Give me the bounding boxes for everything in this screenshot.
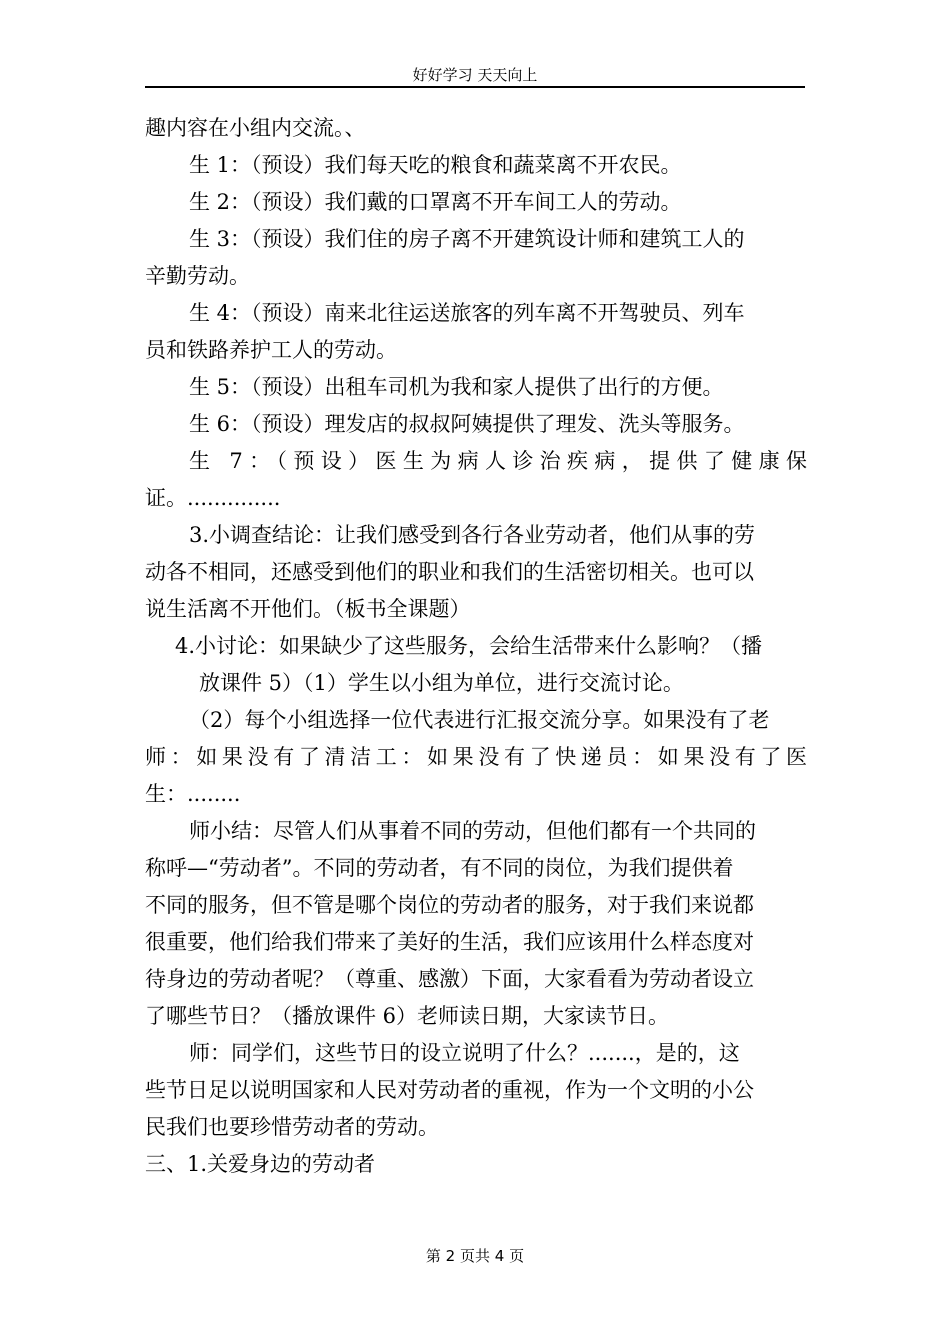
document-body (145, 110, 807, 1183)
paragraph-line: 动各不相同，还感受到他们的职业和我们的生活密切相关。也可以 (145, 560, 754, 584)
paragraph-line: 不同的服务，但不管是哪个岗位的劳动者的服务，对于我们来说都 (145, 893, 754, 917)
paragraph-line: 师：同学们，这些节日的设立说明了什么？.......，是的，这 (189, 1041, 740, 1065)
paragraph-line: 生 5：（预设）出租车司机为我和家人提供了出行的方便。 (189, 375, 724, 399)
paragraph-line: 趣内容在小组内交流。、 (145, 116, 366, 140)
paragraph-line: 师小结：尽管人们从事着不同的劳动，但他们都有一个共同的 (189, 819, 756, 843)
paragraph-line: （2）每个小组选择一位代表进行汇报交流分享。如果没有了老 (189, 708, 770, 732)
paragraph-line: 4.小讨论：如果缺少了这些服务，会给生活带来什么影响？（播 (175, 634, 763, 658)
paragraph-line: 很重要，他们给我们带来了美好的生活，我们应该用什么样态度对 (145, 930, 754, 954)
paragraph-line: 生：........ (145, 782, 241, 806)
paragraph-line: 些节日足以说明国家和人民对劳动者的重视，作为一个文明的小公 (145, 1078, 754, 1102)
paragraph-line: 辛勤劳动。 (145, 264, 250, 288)
paragraph-line: 员和铁路养护工人的劳动。 (145, 338, 397, 362)
paragraph-line: 生 4：（预设）南来北往运送旅客的列车离不开驾驶员、列车 (189, 301, 745, 325)
paragraph-line: 生 6：（预设）理发店的叔叔阿姨提供了理发、洗头等服务。 (189, 412, 745, 436)
paragraph-line: 说生活离不开他们。（板书全课题） (145, 597, 471, 621)
paragraph-line: 师：如果没有了清洁工：如果没有了快递员：如果没有了医 (145, 745, 807, 769)
paragraph-line: 3.小调查结论：让我们感受到各行各业劳动者，他们从事的劳 (189, 523, 756, 547)
paragraph-line: 了哪些节日？（播放课件 6）老师读日期，大家读节日。 (145, 1004, 670, 1028)
paragraph-line: 生 2：（预设）我们戴的口罩离不开车间工人的劳动。 (189, 190, 682, 214)
paragraph-line: 生 3：（预设）我们住的房子离不开建筑设计师和建筑工人的 (189, 227, 745, 251)
paragraph-line: 民我们也要珍惜劳动者的劳动。 (145, 1115, 439, 1139)
paragraph-line: 证。.............. (145, 486, 281, 510)
paragraph-line: 生 1：（预设）我们每天吃的粮食和蔬菜离不开农民。 (189, 153, 682, 177)
paragraph-line: 待身边的劳动者呢？（尊重、感激）下面，大家看看为劳动者设立 (145, 967, 754, 991)
paragraph-line: 放课件 5）（1）学生以小组为单位，进行交流讨论。 (199, 671, 684, 695)
page-footer: 第 2 页共 4 页 (425, 1247, 525, 1265)
section-heading: 三、1.关爱身边的劳动者 (145, 1152, 376, 1176)
paragraph-line: 称呼—“劳动者”。不同的劳动者，有不同的岗位，为我们提供着 (145, 856, 734, 880)
page-header: 好好学习 天天向上 (145, 64, 805, 88)
paragraph-line: 生 7：（预设）医生为病人诊治疾病，提供了健康保 (189, 449, 807, 473)
